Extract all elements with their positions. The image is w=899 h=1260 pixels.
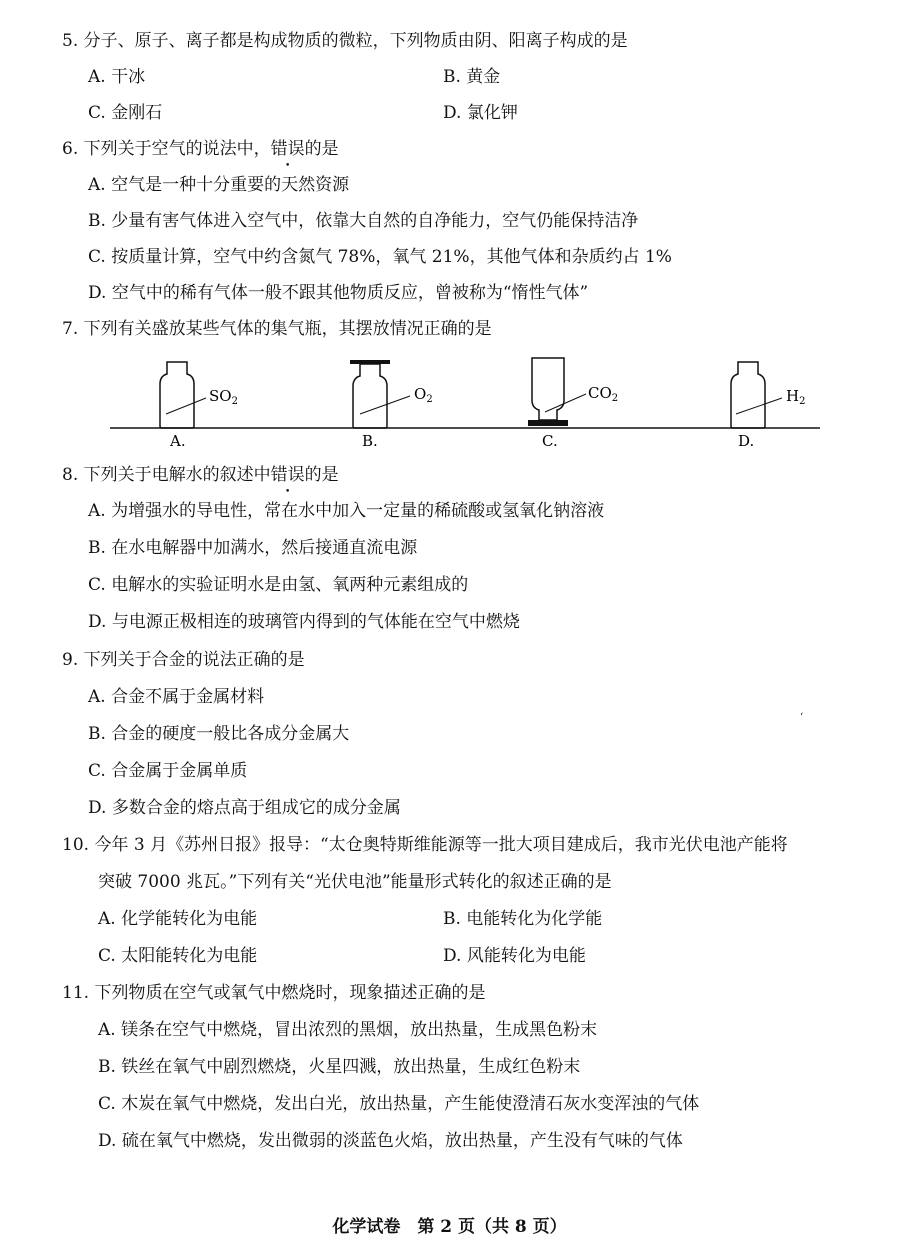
question-11-option-d: D. 硫在氧气中燃烧，发出微弱的淡蓝色火焰，放出热量，产生没有气味的气体 [98,1131,683,1151]
question-9-option-a: A. 合金不属于金属材料 [88,687,265,707]
question-6-emphasis: 错误 [270,139,305,159]
question-6-stem [62,134,339,159]
bottle-a-label: A. [170,432,186,450]
bottle-c-base-plate [528,420,568,426]
question-10-option-a: A. 化学能转化为电能 [98,909,258,929]
question-8-stem-post: 的是 [304,465,339,485]
question-11-option-a: A. 镁条在空气中燃烧，冒出浓烈的黑烟，放出热量，生成黑色粉末 [98,1020,598,1040]
bottle-c-label: C. [542,432,558,450]
question-8-option-d: D. 与电源正极相连的玻璃管内得到的气体能在空气中燃烧 [88,612,520,632]
question-6-stem-post: 的是 [304,139,339,159]
question-8-option-a: A. 为增强水的导电性，常在水中加入一定量的稀硫酸或氢氧化钠溶液 [88,501,605,521]
bottle-a-gas-label: $SO_2$ [209,387,238,407]
question-8-option-b: B. 在水电解器中加满水，然后接通直流电源 [88,538,418,558]
question-5-option-c: C. 金刚石 [88,103,163,123]
question-6-option-a: A. 空气是一种十分重要的天然资源 [88,175,350,195]
bottle-b-label: B. [362,432,378,450]
question-5-option-b: B. 黄金 [443,67,501,87]
question-6-option-b: B. 少量有害气体进入空气中，依靠大自然的自净能力，空气仍能保持洁净 [88,211,639,231]
question-10-option-c: C. 太阳能转化为电能 [98,946,258,966]
question-10-option-b: B. 电能转化为化学能 [443,909,603,929]
question-10-stem-line1: 10. 今年 3 月《苏州日报》报导：“太仓奥特斯维能源等一批大项目建成后，我市光伏电池产能将 [62,835,788,855]
bottle-c-gas-label: $CO_2$ [588,384,619,404]
question-11-stem: 11. 下列物质在空气或氧气中燃烧时，现象描述正确的是 [62,983,486,1003]
question-6-stem-pre: 6. 下列关于空气的说法中， [62,139,271,159]
question-8-stem-pre: 8. 下列关于电解水的叙述中 [62,465,271,485]
question-7-stem: 7. 下列有关盛放某些气体的集气瓶，其摆放情况正确的是 [62,319,492,339]
bottle-b-gas-label: $O_2$ [414,385,433,405]
question-8-stem [62,460,339,485]
question-11-option-c: C. 木炭在氧气中燃烧，发出白光，放出热量，产生能使澄清石灰水变浑浊的气体 [98,1094,700,1114]
question-6-option-c: C. 按质量计算，空气中约含氮气 78%，氧气 21%，其他气体和杂质约占 1% [88,247,672,267]
question-5-option-a: A. 干冰 [88,67,146,87]
question-10-option-d: D. 风能转化为电能 [443,946,586,966]
bottle-d-gas-label: $H_2$ [786,387,806,407]
stray-mark: ʻ [800,712,804,723]
question-9-stem: 9. 下列关于合金的说法正确的是 [62,650,305,670]
question-6-option-d: D. 空气中的稀有气体一般不跟其他物质反应，曾被称为“惰性气体” [88,283,589,303]
question-11-option-b: B. 铁丝在氧气中剧烈燃烧，火星四溅，放出热量，生成红色粉末 [98,1057,581,1077]
question-5-stem: 5. 分子、原子、离子都是构成物质的微粒，下列物质由阴、阳离子构成的是 [62,31,628,51]
question-5-option-d: D. 氯化钾 [443,103,518,123]
question-8-emphasis: 错误 [270,465,305,485]
bottle-a [160,362,238,450]
question-8-option-c: C. 电解水的实验证明水是由氢、氧两种元素组成的 [88,575,469,595]
question-9-option-d: D. 多数合金的熔点高于组成它的成分金属 [88,798,401,818]
bottle-b [350,360,433,450]
question-9-option-c: C. 合金属于金属单质 [88,761,248,781]
bottle-c [528,358,618,450]
bottle-d-label: D. [738,432,755,450]
question-10-stem-line2: 突破 7000 兆瓦。”下列有关“光伏电池”能量形式转化的叙述正确的是 [98,872,612,892]
page-footer: 化学试卷 第 2 页（共 8 页） [332,1217,567,1237]
bottle-d [731,362,805,450]
question-9-option-b: B. 合金的硬度一般比各成分金属大 [88,724,350,744]
gas-bottle-figure [110,350,820,450]
